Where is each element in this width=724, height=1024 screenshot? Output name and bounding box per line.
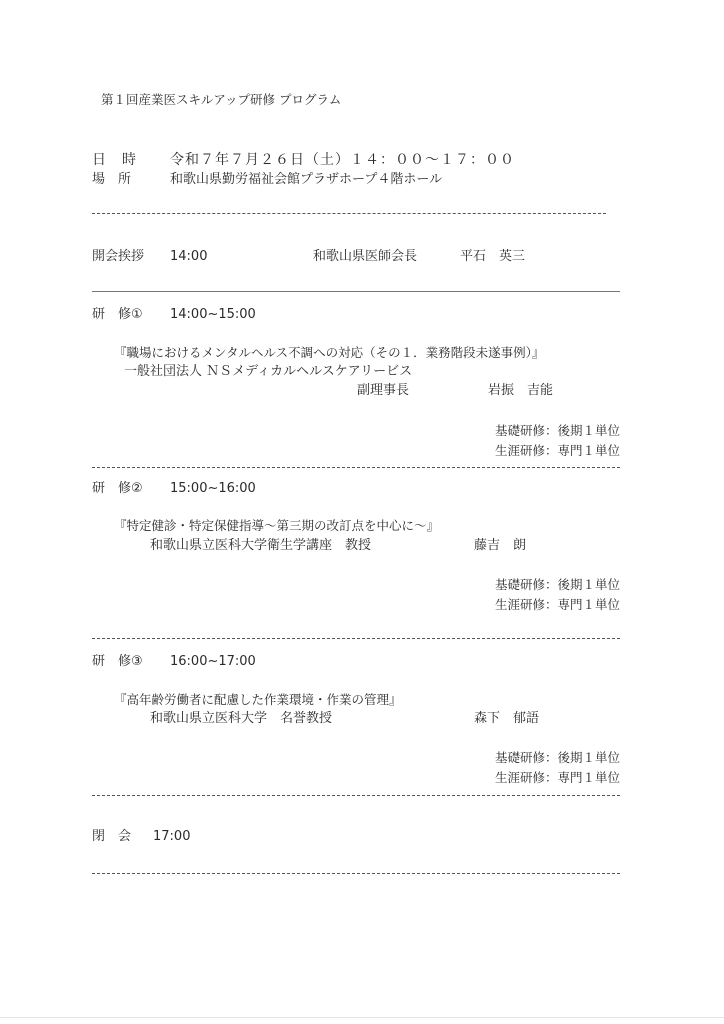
- divider: [92, 795, 620, 796]
- session-1-lecturer: 岩振 吉能: [488, 383, 554, 398]
- venue-value: 和歌山県勤労福祉会館プラザホープ４階ホール: [170, 172, 443, 187]
- credit-lifelong: 生涯研修：専門１単位: [494, 443, 620, 458]
- divider: [92, 873, 620, 874]
- session-2-lecturer: 藤吉 朗: [474, 538, 527, 553]
- divider: [92, 213, 606, 214]
- session-1-credits: [495, 421, 620, 461]
- opening-speaker-name: 平石 英三: [460, 249, 526, 264]
- session-3-credits: [495, 748, 620, 788]
- opening-speaker-role: 和歌山県医師会長: [313, 249, 418, 264]
- credit-basic: 基礎研修：後期１単位: [494, 750, 620, 765]
- credit-lifelong: 生涯研修：専門１単位: [494, 770, 620, 785]
- session-2-topic: 『特定健診・特定保健指導～第三期の改訂点を中心に～』: [114, 518, 440, 533]
- date-value: 令和７年７月２６日（土）１４：００～１７：００: [170, 152, 515, 168]
- credit-lifelong: 生涯研修：専門１単位: [494, 597, 620, 612]
- session-1-time: 14:00~15:00: [170, 307, 256, 322]
- session-3-label: 研 修③: [92, 654, 143, 669]
- credit-basic: 基礎研修：後期１単位: [494, 577, 620, 592]
- session-3-org: 和歌山県立医科大学 名誉教授: [150, 711, 333, 726]
- document-title: 第１回産業医スキルアップ研修 プログラム: [101, 92, 342, 107]
- session-2-org: 和歌山県立医科大学衛生学講座 教授: [150, 538, 372, 553]
- divider: [92, 467, 620, 468]
- opening-time: 14:00: [170, 249, 208, 264]
- venue-label: 場 所: [92, 172, 132, 187]
- scan-edge: [0, 1017, 724, 1018]
- divider: [92, 291, 620, 292]
- closing-time: 17:00: [153, 829, 191, 844]
- opening-label: 開会挨拶: [92, 249, 145, 264]
- session-1-org: 一般社団法人 ＮＳメディカルヘルスケアリービス: [124, 364, 413, 379]
- session-2-credits: [495, 575, 620, 615]
- date-label: 日 時: [92, 152, 137, 168]
- session-1-topic: 『職場におけるメンタルヘルス不調への対応（その１．業務階段未遂事例）』: [114, 345, 545, 360]
- session-1-label: 研 修①: [92, 307, 143, 322]
- credit-basic: 基礎研修：後期１単位: [494, 423, 620, 438]
- closing-label: 閉 会: [92, 829, 132, 844]
- session-2-label: 研 修②: [92, 481, 143, 496]
- session-1-position: 副理事長: [357, 383, 410, 398]
- session-3-topic: 『高年齢労働者に配慮した作業環境・作業の管理』: [114, 692, 402, 707]
- session-3-time: 16:00~17:00: [170, 654, 256, 669]
- session-3-lecturer: 森下 郁語: [474, 711, 540, 726]
- session-2-time: 15:00~16:00: [170, 481, 256, 496]
- divider: [92, 638, 620, 639]
